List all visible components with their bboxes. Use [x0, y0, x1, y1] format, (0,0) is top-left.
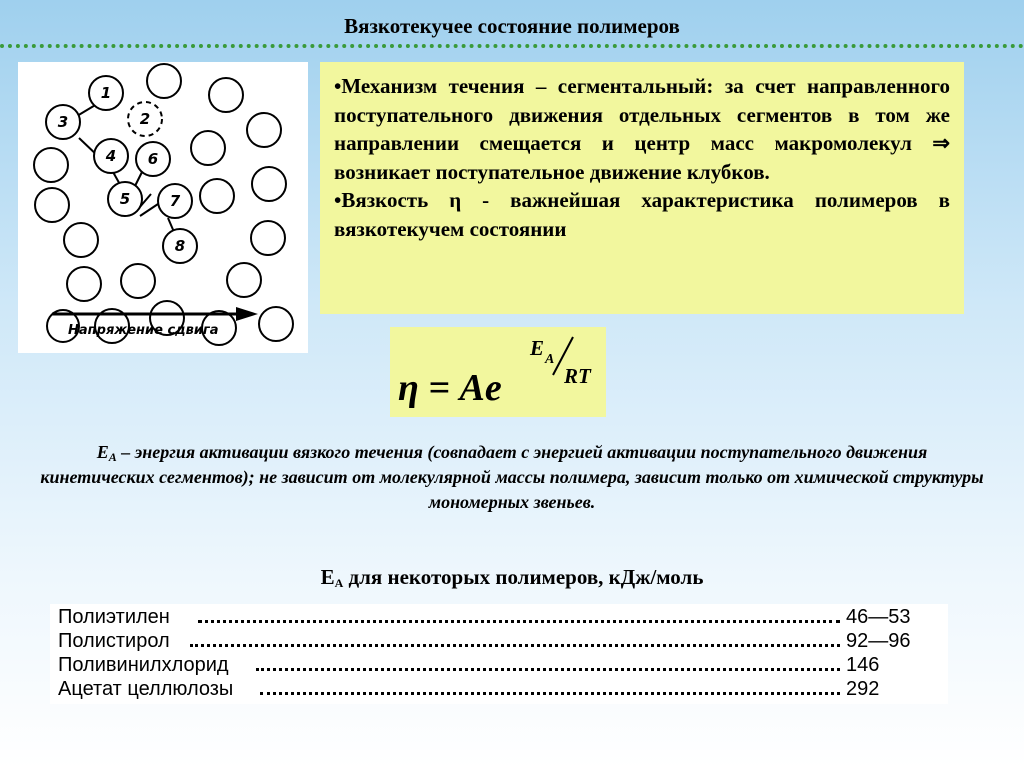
label-4: 4	[105, 147, 117, 165]
shear-arrow-head	[236, 307, 258, 321]
label-6: 6	[147, 150, 159, 168]
circle	[252, 167, 286, 201]
circle	[247, 113, 281, 147]
leader-dots	[260, 692, 840, 695]
circle	[251, 221, 285, 255]
polymer-value: 92—96	[846, 630, 911, 652]
segment-flow-diagram	[18, 62, 308, 353]
polymer-value: 46—53	[846, 606, 911, 628]
mechanism-box	[320, 62, 964, 314]
label-8: 8	[174, 237, 186, 255]
circle	[259, 307, 293, 341]
formula-svg	[390, 327, 606, 417]
polymer-name: Поливинилхлорид	[58, 654, 229, 676]
formula-exponent-numerator: E	[530, 336, 545, 360]
label-3: 3	[57, 113, 69, 131]
polymer-value: 146	[846, 654, 880, 676]
page-title: Вязкотекучее состояние полимеров	[344, 14, 680, 38]
polymer-name: Полистирол	[58, 630, 170, 652]
formula-lhs: η = Ae	[398, 367, 502, 409]
circle	[64, 223, 98, 257]
desc-text: – энергия активации вязкого течения (совпадает с энергией активации поступательного движения кинетических сегментов); не зависит от молекулярной массы полимера, зависит только от химической структуры мономерных звеньев.	[40, 442, 984, 512]
label-5: 5	[119, 190, 131, 208]
circle	[200, 179, 234, 213]
table-title-subscript: A	[334, 576, 344, 590]
circle	[67, 267, 101, 301]
viscosity-formula	[390, 327, 606, 417]
activation-energy-description	[40, 440, 984, 514]
label-7: 7	[169, 192, 181, 210]
table-title-symbol: E	[320, 565, 335, 589]
leader-dots	[256, 668, 840, 671]
desc-symbol: E	[96, 442, 109, 462]
polymer-name: Ацетат целлюлозы	[58, 678, 234, 700]
title-divider	[0, 44, 1024, 48]
segment-flow-svg	[18, 62, 308, 353]
circle	[191, 131, 225, 165]
mechanism-paragraph: •Механизм течения – сегментальный: за счет направленного поступательного движения отдельных сегментов в том же направлении смещается и центр масс макромолекул ⇒ возникает поступательное движение клубков.	[334, 74, 950, 184]
circle	[35, 188, 69, 222]
desc-symbol-subscript: A	[108, 450, 117, 464]
formula-exponent-denominator: RT	[564, 364, 591, 388]
label-2: 2	[139, 110, 151, 128]
table-title	[0, 565, 1024, 591]
label-1: 1	[100, 84, 112, 102]
table-title-text: для некоторых полимеров, кДж/моль	[343, 565, 704, 589]
table-row	[58, 630, 918, 654]
table-row	[58, 678, 918, 702]
leader-dots	[198, 620, 840, 623]
leader-dots	[190, 644, 840, 647]
table-row	[58, 606, 918, 630]
circle	[209, 78, 243, 112]
polymer-name: Полиэтилен	[58, 606, 170, 628]
circle	[34, 148, 68, 182]
circle	[147, 64, 181, 98]
table-row	[58, 654, 918, 678]
circle	[227, 263, 261, 297]
formula-exponent-subscript: A	[545, 352, 555, 367]
polymer-value: 292	[846, 678, 880, 700]
shear-stress-caption: Напряжение сдвига	[68, 323, 219, 338]
circle	[121, 264, 155, 298]
viscosity-paragraph: •Вязкость η - важнейшая характеристика полимеров в вязкотекучем состоянии	[334, 188, 950, 241]
